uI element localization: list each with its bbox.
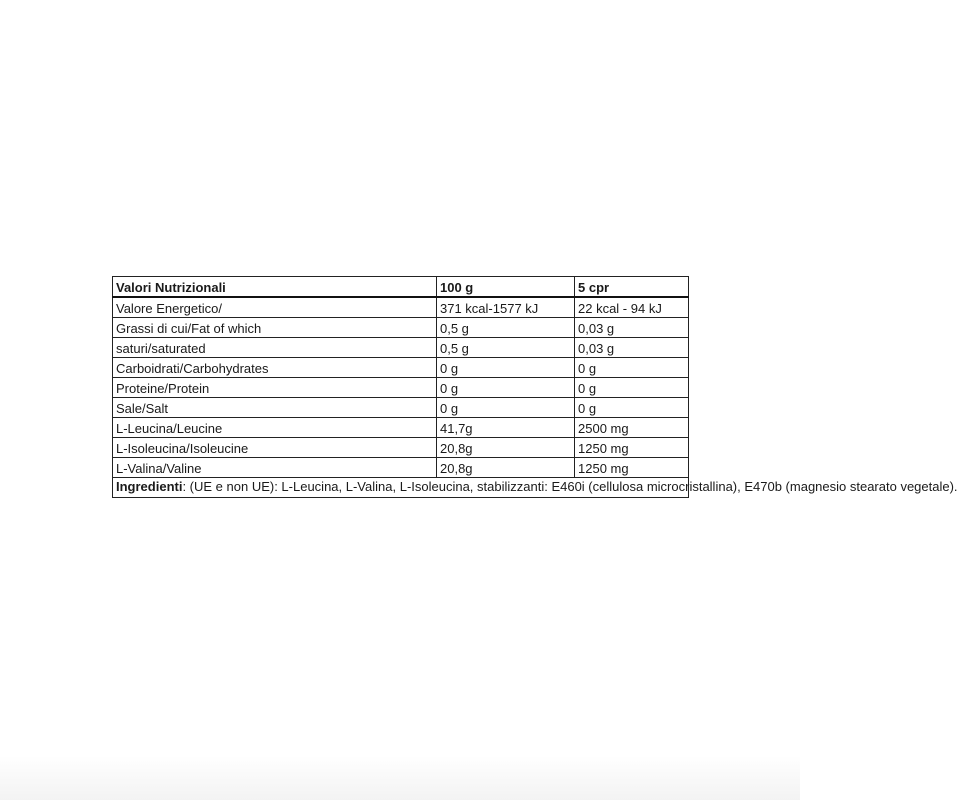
header-per-5-tablets: 5 cpr <box>575 277 689 298</box>
nutrient-name: Carboidrati/Carbohydrates <box>113 358 437 378</box>
table-row-ingredients <box>113 478 689 498</box>
nutrient-name: L-Leucina/Leucine <box>113 418 437 438</box>
nutrient-name: Proteine/Protein <box>113 378 437 398</box>
value-per-5-tablets: 1250 mg <box>575 458 689 478</box>
value-per-5-tablets: 2500 mg <box>575 418 689 438</box>
value-per-100g: 20,8g <box>437 458 575 478</box>
table-row-fat <box>113 318 689 338</box>
nutrient-name: Sale/Salt <box>113 398 437 418</box>
ingredients-cell <box>113 478 958 498</box>
value-per-5-tablets: 0 g <box>575 378 689 398</box>
nutrition-facts <box>112 276 958 498</box>
value-per-100g: 371 kcal-1577 kJ <box>437 297 575 318</box>
ingredients-label: Ingredienti <box>116 479 183 495</box>
value-per-100g: 0,5 g <box>437 338 575 358</box>
nutrient-name: Grassi di cui/Fat of which <box>113 318 437 338</box>
header-nutrient: Valori Nutrizionali <box>113 277 437 298</box>
header-per-100g: 100 g <box>437 277 575 298</box>
value-per-100g: 0,5 g <box>437 318 575 338</box>
nutrient-name: Valore Energetico/ <box>113 297 437 318</box>
table-row-carbohydrates <box>113 358 689 378</box>
nutrition-table <box>112 276 958 498</box>
table-row-protein <box>113 378 689 398</box>
nutrient-name: L-Valina/Valine <box>113 458 437 478</box>
value-per-5-tablets: 1250 mg <box>575 438 689 458</box>
table-row-leucine <box>113 418 689 438</box>
value-per-5-tablets: 0,03 g <box>575 318 689 338</box>
nutrient-name: L-Isoleucina/Isoleucine <box>113 438 437 458</box>
table-row-salt <box>113 398 689 418</box>
ingredients-text: : (UE e non UE): L-Leucina, L-Valina, L-Isoleucina, stabilizzanti: E460i (cellulosa microcristallina), E470b (magnesio stearato vegetale). <box>182 479 958 495</box>
value-per-100g: 0 g <box>437 358 575 378</box>
value-per-100g: 0 g <box>437 398 575 418</box>
value-per-5-tablets: 0 g <box>575 398 689 418</box>
value-per-5-tablets: 0 g <box>575 358 689 378</box>
value-per-100g: 20,8g <box>437 438 575 458</box>
bottom-shadow <box>0 756 800 800</box>
table-header-row <box>113 277 689 298</box>
table-row-valine <box>113 458 689 478</box>
table-row-isoleucine <box>113 438 689 458</box>
value-per-100g: 41,7g <box>437 418 575 438</box>
table-row-energy <box>113 297 689 318</box>
value-per-5-tablets: 22 kcal - 94 kJ <box>575 297 689 318</box>
table-row-saturated <box>113 338 689 358</box>
value-per-100g: 0 g <box>437 378 575 398</box>
value-per-5-tablets: 0,03 g <box>575 338 689 358</box>
nutrient-name: saturi/saturated <box>113 338 437 358</box>
